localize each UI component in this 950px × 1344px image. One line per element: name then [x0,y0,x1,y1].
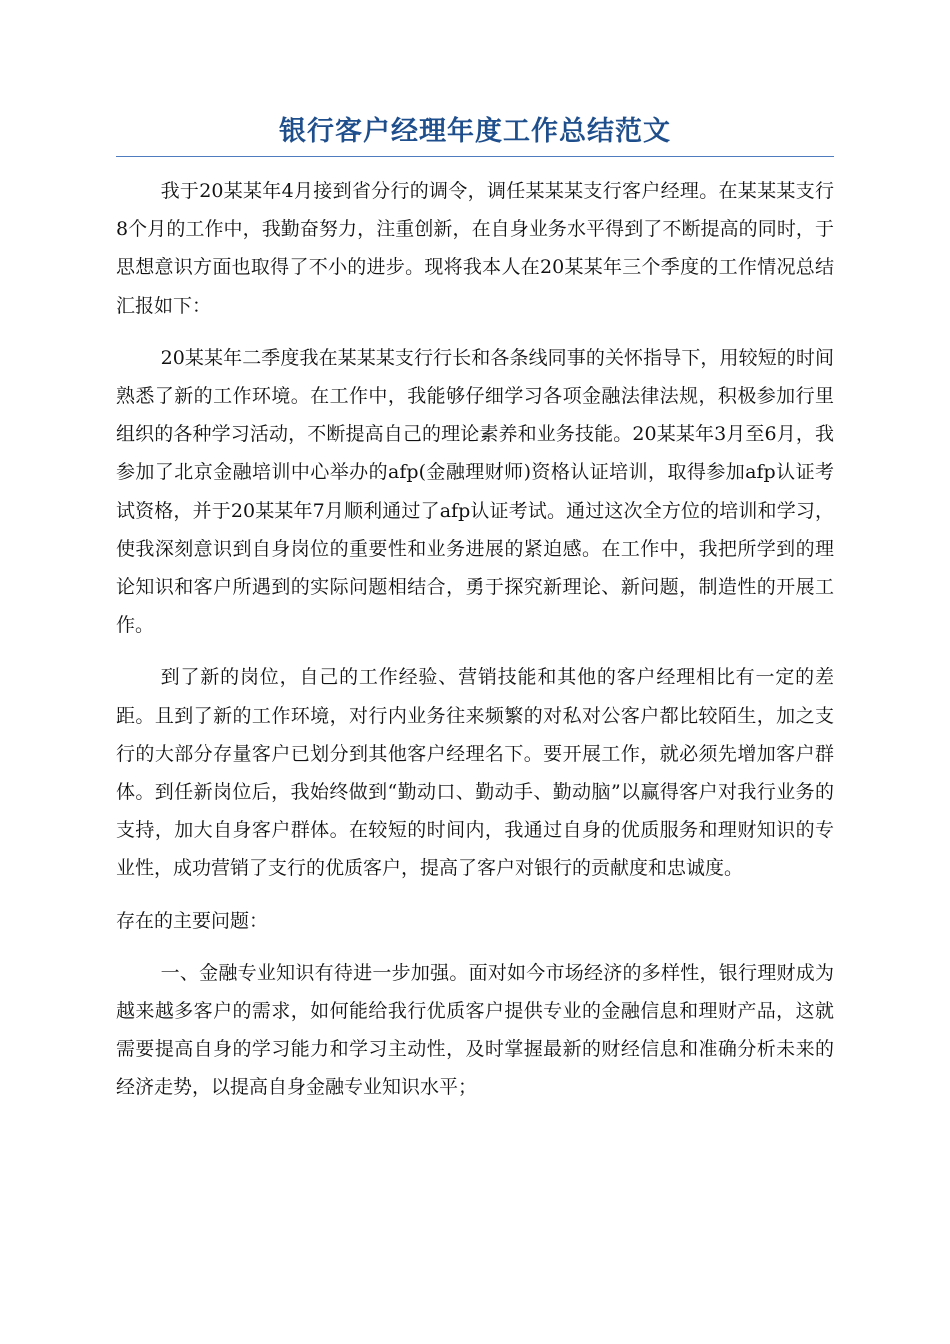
paragraph-new-position: 到了新的岗位，自己的工作经验、营销技能和其他的客户经理相比有一定的差距。且到了新的工作环境，对行内业务往来频繁的对私对公客户都比较陌生，加之支行的大部分存量客户已划分到其他客户经理名下。要开展工作，就必须先增加客户群体。到任新岗位后，我始终做到“勤动口、勤动手、勤动脑”以赢得客户对我行业务的支持，加大自身客户群体。在较短的时间内，我通过自身的优质服务和理财知识的专业性，成功营销了支行的优质客户，提高了客户对银行的贡献度和忠诚度。 [116,666,834,880]
paragraph-q2-training: 20某某年二季度我在某某某支行行长和各条线同事的关怀指导下，用较短的时间熟悉了新的工作环境。在工作中，我能够仔细学习各项金融法律法规，积极参加行里组织的各种学习活动，不断提高自己的理论素养和业务技能。20某某年3月至6月，我参加了北京金融培训中心举办的afp(金融理财师)资格认证培训，取得参加afp认证考试资格，并于20某某年7月顺利通过了afp认证考试。通过这次全方位的培训和学习，使我深刻意识到自身岗位的重要性和业务进展的紧迫感。在工作中，我把所学到的理论知识和客户所遇到的实际问题相结合，勇于探究新理论、新问题，制造性的开展工作。 [116,346,834,637]
section-heading-main-problems: 存在的主要问题： [116,909,269,932]
title-block [116,112,834,157]
document-body [116,172,834,1121]
paragraph-intro: 我于20某某年4月接到省分行的调令，调任某某某支行客户经理。在某某某支行8个月的工作中，我勤奋努力，注重创新，在自身业务水平得到了不断提高的同时，于思想意识方面也取得了不小的进步。现将我本人在20某某年三个季度的工作情况总结汇报如下： [116,180,834,317]
document-title: 银行客户经理年度工作总结范文 [279,116,671,147]
paragraph-problem-one: 一、金融专业知识有待进一步加强。面对如今市场经济的多样性，银行理财成为越来越多客户的需求，如何能给我行优质客户提供专业的金融信息和理财产品，这就需要提高自身的学习能力和学习主动性，及时掌握最新的财经信息和准确分析未来的经济走势，以提高自身金融专业知识水平； [116,961,834,1099]
